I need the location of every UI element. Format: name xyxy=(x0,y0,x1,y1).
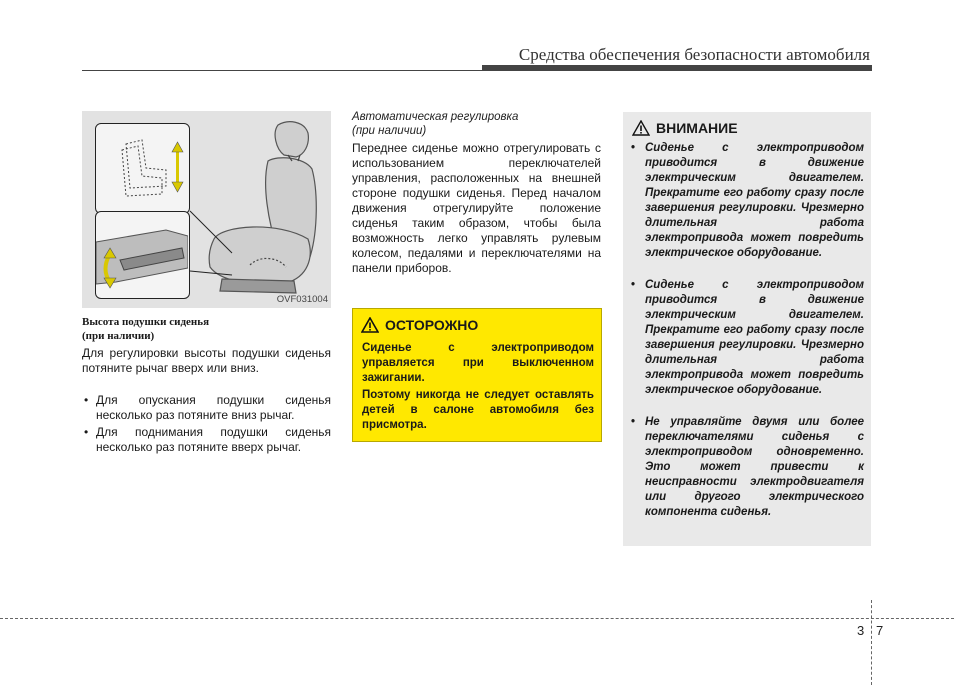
seat-figure xyxy=(82,111,331,308)
caution-paragraph: Поэтому никогда не следует оставлять детей в салоне автомобиля без присмотра. xyxy=(362,389,594,431)
footer-divider xyxy=(871,600,872,685)
bullet-icon: • xyxy=(84,425,89,439)
chapter-number: 3 xyxy=(857,623,865,638)
list-item xyxy=(631,415,864,520)
bullet-icon: • xyxy=(631,416,636,428)
bullet-text: Для опускания подушки сиденья несколько раз потяните вниз рычаг. xyxy=(96,393,331,422)
seat-drawing xyxy=(209,122,316,293)
inset-lever xyxy=(95,211,190,299)
caution-title: ОСТОРОЖНО xyxy=(385,317,479,333)
section-title: Средства обеспечения безопасности автомобиля xyxy=(518,45,870,64)
bullet-icon: • xyxy=(631,279,636,291)
seat-height-body: Для регулировки высоты подушки сиденья потяните рычаг вверх или вниз. xyxy=(82,346,331,375)
auto-adjust-title-line2: (при наличии) xyxy=(352,125,427,137)
auto-adjust-title xyxy=(352,110,518,138)
bullet-text: Для поднимания подушки сиденья несколько раз потяните вверх рычаг. xyxy=(96,425,331,454)
page-number: 7 xyxy=(876,623,884,638)
seat-height-subtitle: (при наличии) xyxy=(82,330,155,342)
caution-box xyxy=(352,308,602,442)
warning-item-text: Сиденье с электроприводом приводится в движение электрическим двигателем. Прекратите его работу сразу после завершения регулировки. Чрезмерно длительная работа электропривода может повредить электрическое оборудование. xyxy=(645,142,864,259)
caution-paragraph: Сиденье с электроприводом управляется при выключенном зажигании. xyxy=(362,342,594,384)
bullet-icon: • xyxy=(84,393,89,407)
auto-adjust-title-line1: Автоматическая регулировка xyxy=(352,111,519,123)
list-item xyxy=(631,141,864,261)
list-item xyxy=(82,425,331,455)
caution-heading xyxy=(361,317,478,333)
warning-title: ВНИМАНИЕ xyxy=(656,120,738,136)
inset-seat-motion xyxy=(95,123,190,214)
footer-rule xyxy=(0,618,954,619)
list-item xyxy=(82,393,331,423)
auto-adjust-body: Переднее сиденье можно отрегулировать с использованием переключателей управления, расположенных на внешней стороне подушки сиденья. Перед началом движения отрегулируйте положение сиденья таким образом, чтобы была возможность легко управлять рулевым колесом, педалями и переключателями на панели приборов. xyxy=(352,141,601,275)
header-bar xyxy=(482,65,872,71)
warning-item-text: Сиденье с электроприводом приводится в движение электрическим двигателем. Прекратите его работу сразу после завершения регулировки. Чрезмерно длительная работа электропривода может повредить электрическое оборудование. xyxy=(645,279,864,396)
warning-heading xyxy=(632,120,738,136)
warning-box xyxy=(623,112,871,546)
list-item xyxy=(631,278,864,398)
warning-triangle-icon xyxy=(361,317,379,333)
warning-item-text: Не управляйте двумя или более переключателями сиденья с электроприводом одновременно. Это может привести к неисправности электродвигателя или другого электрического компонента сиденья. xyxy=(645,416,864,518)
seat-height-title: Высота подушки сиденья xyxy=(82,316,210,328)
bullet-icon: • xyxy=(631,142,636,154)
figure-caption: OVF031004 xyxy=(276,294,328,305)
warning-triangle-icon xyxy=(632,120,650,136)
